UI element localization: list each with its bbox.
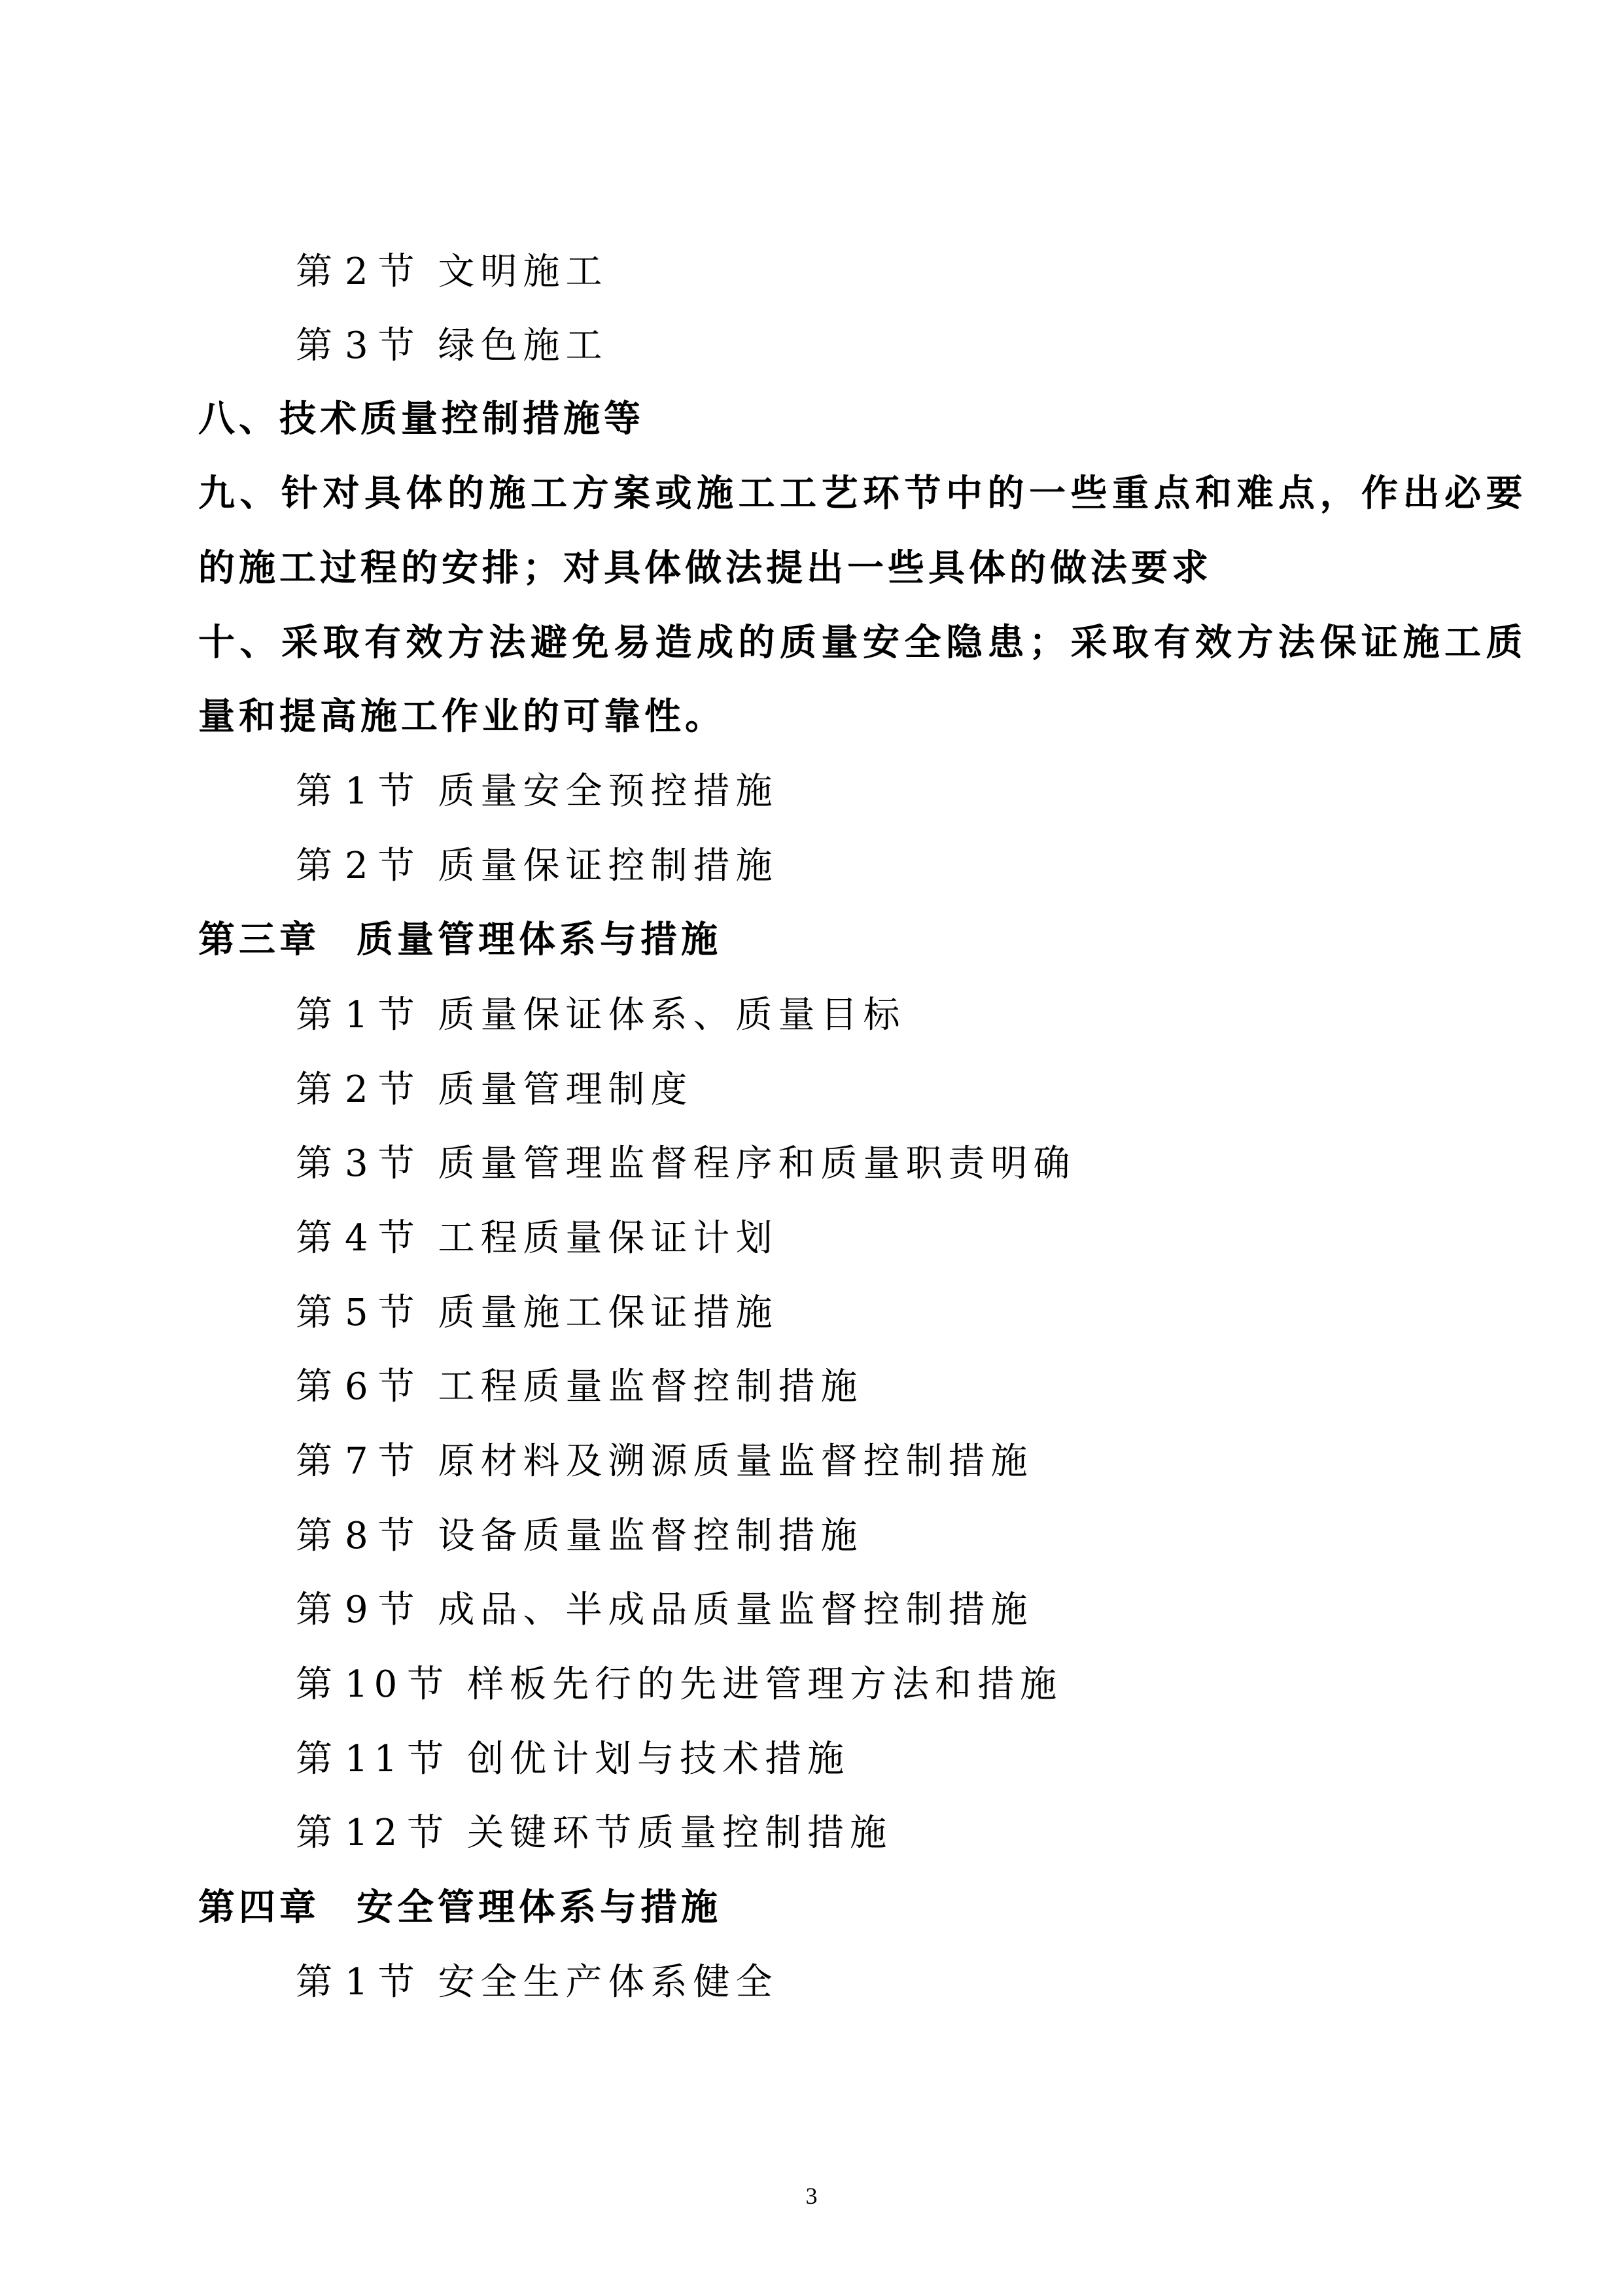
toc-section-line: 第 1 节 质量保证体系、质量目标 [296, 994, 906, 1036]
toc-section-line: 第 2 节 文明施工 [296, 251, 608, 293]
toc-chapter-heading: 第四章 安全管理体系与措施 [198, 1886, 722, 1929]
toc-heading-continuation: 量和提高施工作业的可靠性。 [198, 696, 725, 738]
toc-section-line: 第 5 节 质量施工保证措施 [296, 1292, 778, 1334]
toc-section-line: 第 4 节 工程质量保证计划 [296, 1217, 778, 1260]
toc-heading-continuation: 的施工过程的安排；对具体做法提出一些具体的做法要求 [198, 547, 1212, 590]
toc-section-line: 第 2 节 质量保证控制措施 [296, 845, 778, 887]
toc-section-line: 第 3 节 质量管理监督程序和质量职责明确 [296, 1142, 1076, 1185]
toc-chapter-heading: 第三章 质量管理体系与措施 [198, 919, 722, 961]
toc-heading-line: 八、技术质量控制措施等 [198, 398, 644, 440]
toc-section-line: 第 7 节 原材料及溯源质量监督控制措施 [296, 1440, 1034, 1483]
toc-section-line: 第 3 节 绿色施工 [296, 325, 608, 367]
toc-section-line: 第 2 节 质量管理制度 [296, 1069, 693, 1111]
toc-section-line: 第 6 节 工程质量监督控制措施 [296, 1366, 864, 1408]
toc-section-line: 第 12 节 关键环节质量控制措施 [296, 1812, 893, 1854]
toc-section-line: 第 1 节 质量安全预控措施 [296, 770, 778, 813]
toc-section-line: 第 9 节 成品、半成品质量监督控制措施 [296, 1589, 1034, 1631]
toc-section-line: 第 10 节 样板先行的先进管理方法和措施 [296, 1663, 1063, 1706]
toc-section-line: 第 11 节 创优计划与技术措施 [296, 1738, 850, 1780]
toc-section-line: 第 8 节 设备质量监督控制措施 [296, 1515, 864, 1557]
page-number: 3 [805, 2183, 818, 2209]
toc-heading-line: 十、采取有效方法避免易造成的质量安全隐患；采取有效方法保证施工质 [198, 622, 1527, 664]
toc-section-line: 第 1 节 安全生产体系健全 [296, 1961, 778, 2004]
toc-heading-line: 九、针对具体的施工方案或施工工艺环节中的一些重点和难点，作出必要 [198, 472, 1527, 515]
